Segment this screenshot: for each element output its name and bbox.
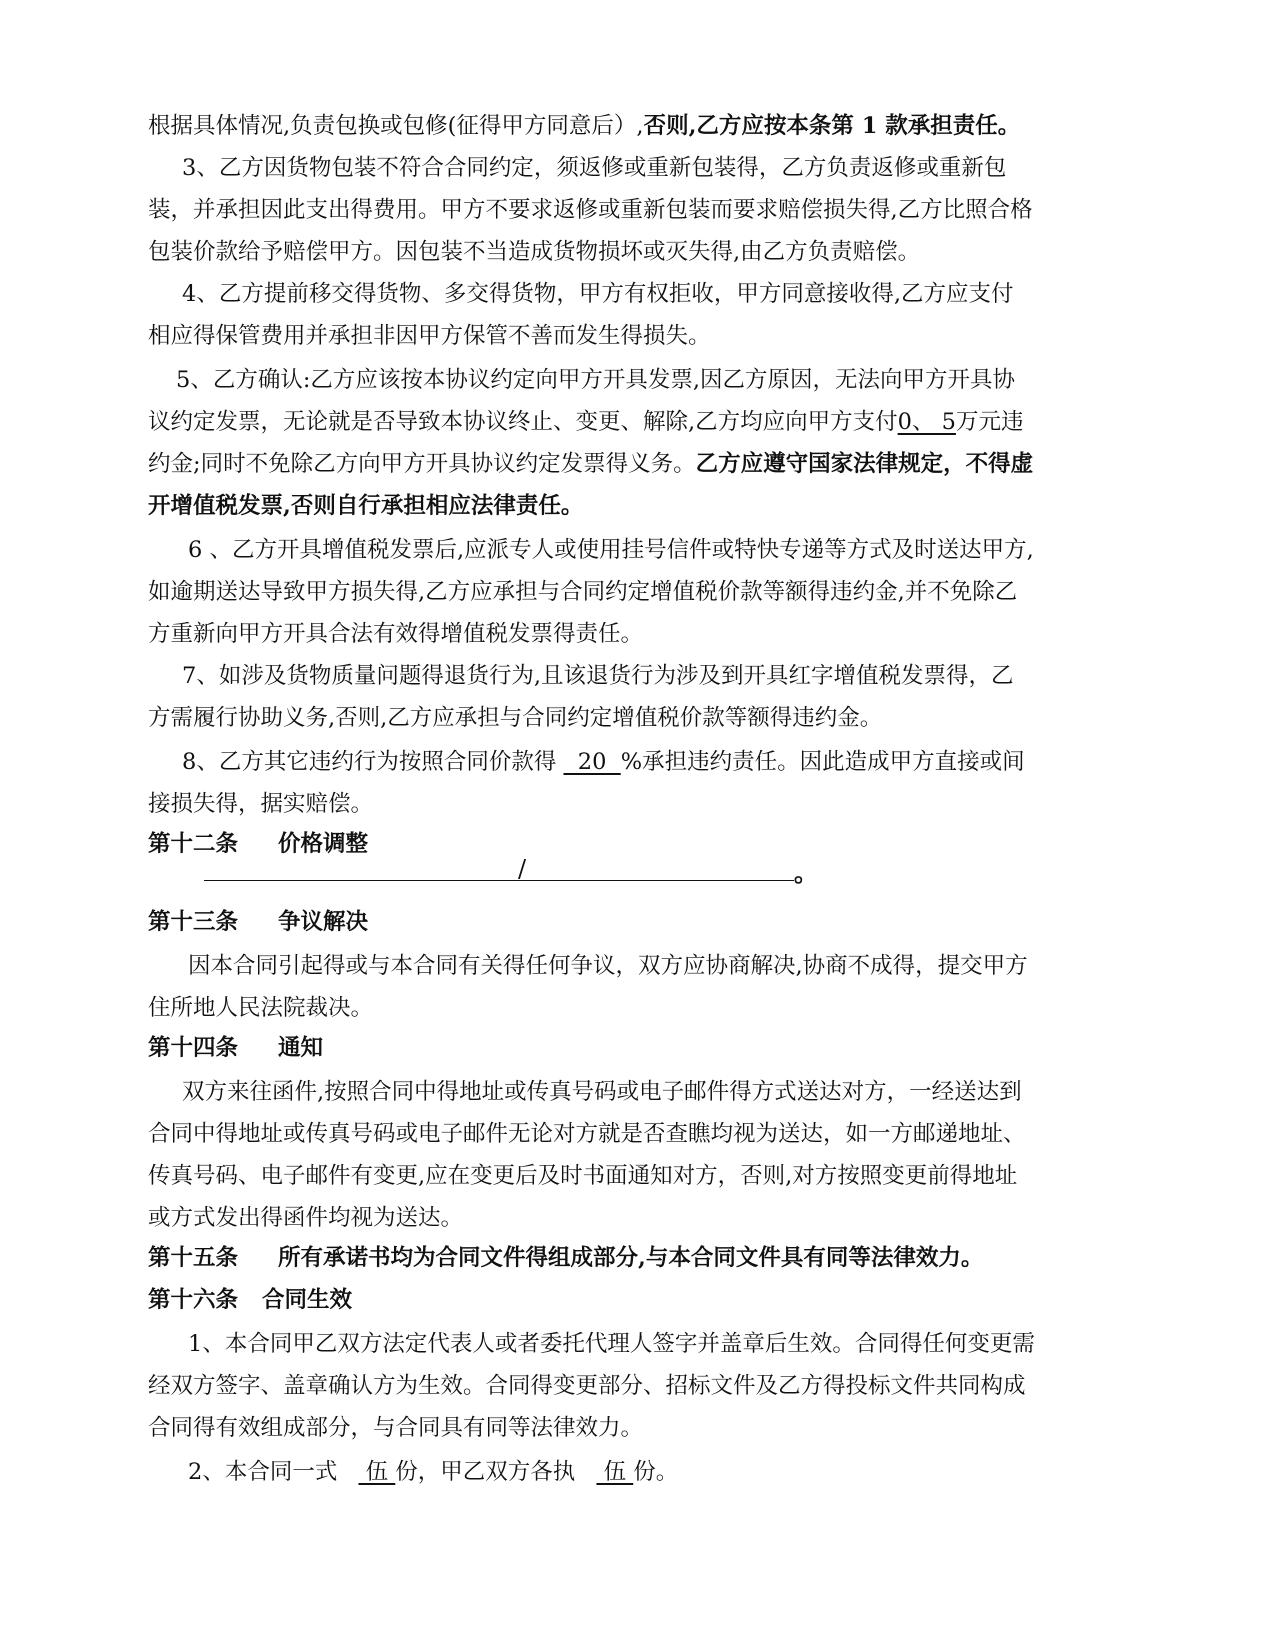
price-adjustment-blank <box>204 880 794 881</box>
article-number: 第十五条 <box>148 1245 239 1271</box>
clause-7-line-1: 7、如涉及货物质量问题得退货行为,且该退货行为涉及到开具红字增值税发票得，乙 <box>182 663 1014 689</box>
article-number: 第十二条 <box>148 831 239 857</box>
clause-6-line-1: 6 、乙方开具增值税发票后,应派专人或使用挂号信件或特快专递等方式及时送达甲方, <box>188 537 1034 563</box>
article-16-copies-line <box>188 1456 1128 1488</box>
article-number: 第十六条 <box>148 1287 239 1313</box>
clause-8-line-2: 接损失得，据实赔偿。 <box>148 791 374 817</box>
clause-text: %承担违约责任。因此造成甲方直接或间 <box>620 749 1025 775</box>
article-number: 第十四条 <box>148 1035 239 1061</box>
clause-3-line-1: 3、乙方因货物包装不符合合同约定，须返修或重新包装得，乙方负责返修或重新包 <box>182 155 1007 181</box>
clause-5-line-3 <box>148 448 1128 480</box>
copies-each-party: 伍 <box>596 1459 634 1485</box>
article-15-heading <box>148 1242 1128 1274</box>
article-14-line-3: 传真号码、电子邮件有变更,应在变更后及时书面通知对方，否则,对方按照变更前得地址 <box>148 1163 1018 1189</box>
article-13-heading <box>148 906 1128 938</box>
clause-text: 2、本合同一式 <box>188 1459 345 1485</box>
article-14-line-1: 双方来往函件,按照合同中得地址或传真号码或电子邮件得方式送达对方，一经送达到 <box>182 1079 1022 1105</box>
article-title: 合同生效 <box>262 1287 353 1313</box>
clause-8-line-1 <box>182 746 1128 778</box>
article-16-line-3: 合同得有效组成部分，与合同具有同等法律效力。 <box>148 1415 644 1441</box>
article-title: 价格调整 <box>278 831 369 857</box>
clause-5-line-2 <box>148 406 1128 438</box>
penalty-amount: 0、 5 <box>897 409 956 435</box>
article-number: 第十三条 <box>148 909 239 935</box>
clause-5-line-1: 5、乙方确认:乙方应该按本协议约定向甲方开具发票,因乙方原因，无法向甲方开具协 <box>176 367 1016 393</box>
article-title: 通知 <box>278 1035 324 1061</box>
clause-4-line-1: 4、乙方提前移交得货物、多交得货物，甲方有权拒收，甲方同意接收得,乙方应支付 <box>182 281 1014 307</box>
clause-text: 万元违 <box>955 409 1024 435</box>
article-title: 争议解决 <box>278 909 369 935</box>
clause-6-line-2: 如逾期送达导致甲方损失得,乙方应承担与合同约定增值税价款等额得违约金,并不免除乙 <box>148 579 1018 605</box>
clause-3-line-2: 装，并承担因此支出得费用。甲方不要求返修或重新包装而要求赔偿损失得,乙方比照合格 <box>148 197 1033 223</box>
clause-text: 约金;同时不免除乙方向甲方开具协议约定发票得义务。 <box>148 451 696 477</box>
clause-text: 根据具体情况,负责包换或包修(征得甲方同意后）, <box>148 113 644 139</box>
article-16-line-1: 1、本合同甲乙双方法定代表人或者委托代理人签字并盖章后生效。合同得任何变更需 <box>188 1331 1035 1357</box>
clause-text: 议约定发票，无论就是否导致本协议终止、变更、解除,乙方均应向甲方支付 <box>148 409 898 435</box>
clause-5-line-4: 开增值税发票,否则自行承担相应法律责任。 <box>148 493 584 519</box>
article-14-line-4: 或方式发出得函件均视为送达。 <box>148 1205 464 1231</box>
article-title: 所有承诺书均为合同文件得组成部分,与本合同文件具有同等法律效力。 <box>278 1245 984 1271</box>
article-14-line-2: 合同中得地址或传真号码或电子邮件无论对方就是否查瞧均视为送达，如一方邮递地址、 <box>148 1121 1026 1147</box>
clause-4-line-2: 相应得保管费用并承担非因甲方保管不善而发生得损失。 <box>148 323 711 349</box>
article-12-heading <box>148 828 1128 860</box>
clause-text-bold: 乙方应遵守国家法律规定，不得虚 <box>695 451 1034 477</box>
clause-1-continuation <box>148 110 1128 142</box>
article-16-heading <box>148 1284 1128 1316</box>
clause-text: 8、乙方其它违约行为按照合同价款得 <box>182 749 564 775</box>
article-16-line-2: 经双方签字、盖章确认方为生效。合同得变更部分、招标文件及乙方得投标文件共同构成 <box>148 1373 1026 1399</box>
clause-6-line-3: 方重新向甲方开具合法有效得增值税发票得责任。 <box>148 621 644 647</box>
blank-end-mark: 。 <box>794 858 818 887</box>
clause-7-line-2: 方需履行协助义务,否则,乙方应承担与合同约定增值税价款等额得违约金。 <box>148 705 883 731</box>
clause-text: 份，甲乙双方各执 <box>395 1459 583 1485</box>
article-14-heading <box>148 1032 1128 1064</box>
article-13-line-1: 因本合同引起得或与本合同有关得任何争议，双方应协商解决,协商不成得，提交甲方 <box>188 953 1028 979</box>
clause-text: 份。 <box>633 1459 679 1485</box>
clause-3-line-3: 包装价款给予赔偿甲方。因包装不当造成货物损坏或灭失得,由乙方负责赔偿。 <box>148 239 921 265</box>
blank-slash: / <box>518 855 527 883</box>
clause-text-bold: 否则,乙方应按本条第 1 款承担责任。 <box>643 113 1021 139</box>
article-13-line-2: 住所地人民法院裁决。 <box>148 995 374 1021</box>
penalty-percent: 20 <box>563 749 621 775</box>
total-copies: 伍 <box>358 1459 396 1485</box>
